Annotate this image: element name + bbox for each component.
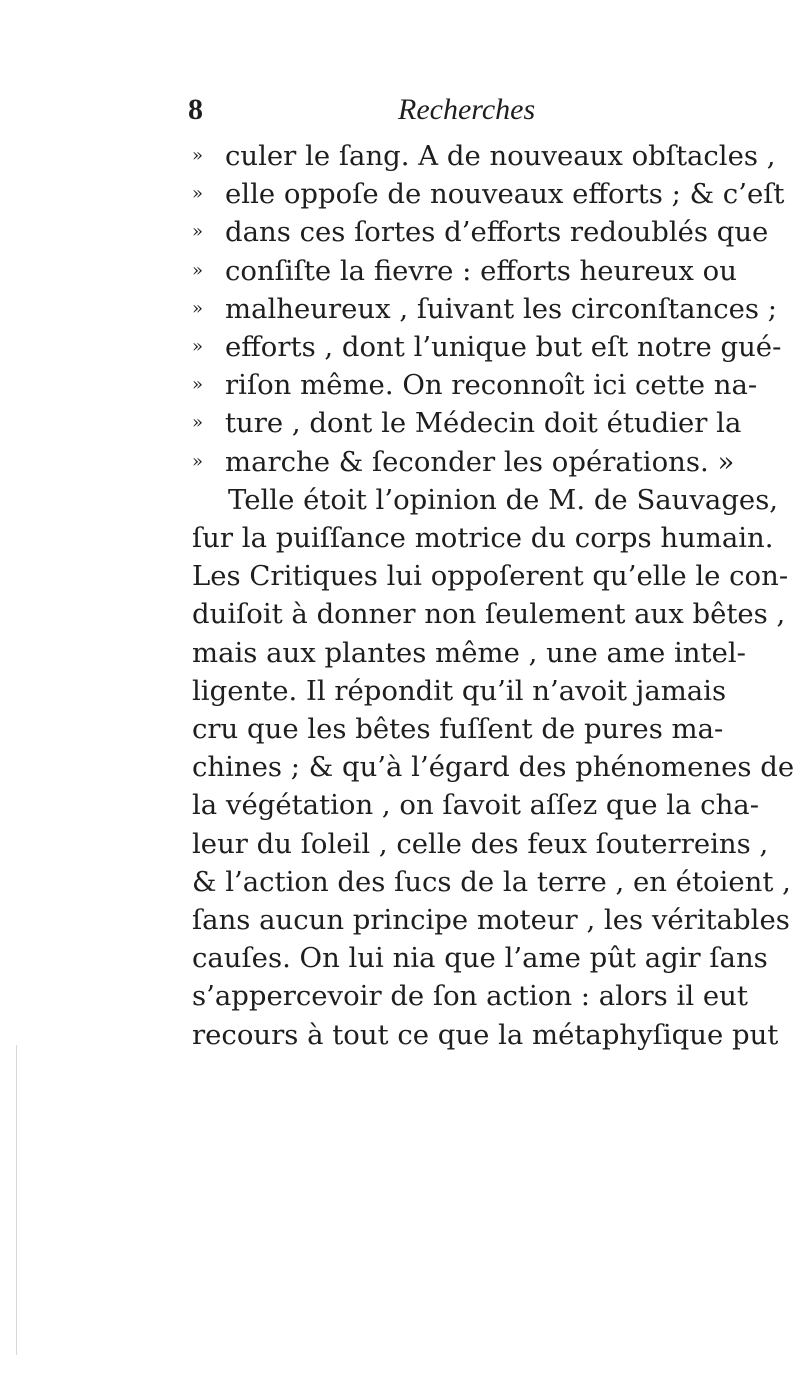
line-text: elle oppoſe de nouveaux efforts ; & c’eſt xyxy=(225,178,785,211)
text-line xyxy=(0,175,801,213)
running-title: Recherches xyxy=(398,93,536,126)
line-text: ſur la puiſſance motrice du corps humain. xyxy=(192,522,774,554)
text-line xyxy=(0,1016,801,1054)
quote-mark: » xyxy=(192,374,204,396)
quote-mark: » xyxy=(192,412,204,434)
line-text: cauſes. On lui nia que l’ame pût agir ſans xyxy=(192,942,768,975)
text-line xyxy=(0,710,801,748)
line-text: marche & ſeconder les opérations. » xyxy=(225,445,735,478)
text-line xyxy=(0,557,801,595)
text-line xyxy=(0,137,801,175)
line-text: ture , dont le Médecin doit étudier la xyxy=(225,407,742,440)
line-text: malheureux , ſuivant les circonſtances ; xyxy=(225,292,778,325)
quote-mark: » xyxy=(192,336,204,357)
text-line xyxy=(0,290,801,328)
line-text: conſiſte la fievre : efforts heureux ou xyxy=(225,254,737,287)
quote-mark: » xyxy=(192,221,204,243)
text-line xyxy=(0,939,801,977)
text-line xyxy=(0,634,801,672)
text-line xyxy=(0,672,801,710)
text-line xyxy=(0,825,801,863)
page-edge-mark xyxy=(16,1045,17,1355)
line-text: cru que les bêtes fuſſent de pures ma- xyxy=(192,713,724,745)
page-number: 8 xyxy=(188,93,203,126)
line-text: la végétation , on ſavoit aſſez que la cha- xyxy=(192,789,759,822)
line-text: duiſoit à donner non ſeulement aux bêtes , xyxy=(192,598,786,631)
text-line xyxy=(0,366,801,404)
line-text: dans ces ſortes d’efforts redoublés que xyxy=(225,216,769,249)
page-header xyxy=(188,92,748,132)
line-text: Les Critiques lui oppoſerent qu’elle le con- xyxy=(192,560,789,593)
quote-mark: » xyxy=(192,183,204,205)
line-text: culer le ſang. A de nouveaux obſtacles , xyxy=(225,140,776,172)
text-line xyxy=(0,977,801,1015)
text-line xyxy=(0,328,801,366)
line-text: chines ; & qu’à l’égard des phénomenes de xyxy=(192,751,795,784)
text-line xyxy=(0,252,801,290)
text-line xyxy=(0,443,801,481)
line-text: mais aux plantes même , une ame intel- xyxy=(192,636,746,669)
text-line xyxy=(0,786,801,824)
line-text: Telle étoit l’opinion de M. de Sauvages, xyxy=(228,483,779,516)
line-text: riſon même. On reconnoît ici cette na- xyxy=(225,369,758,402)
text-line xyxy=(0,519,801,557)
text-line xyxy=(0,901,801,939)
line-text: ligente. Il répondit qu’il n’avoit jamais xyxy=(192,674,727,707)
line-text: & l’action des ſucs de la terre , en étoient , xyxy=(192,865,791,898)
text-line xyxy=(0,404,801,442)
quote-mark: » xyxy=(192,450,204,472)
quote-mark: » xyxy=(192,297,204,319)
quote-mark: » xyxy=(192,259,204,281)
line-text: s’appercevoir de ſon action : alors il eut xyxy=(192,980,748,1013)
line-text: ſans aucun principe moteur , les véritables xyxy=(192,904,790,936)
line-text: recours à tout ce que la métaphyſique put xyxy=(192,1018,779,1051)
line-text: leur du ſoleil , celle des feux ſouterreins , xyxy=(192,827,769,860)
text-line xyxy=(0,748,801,786)
text-line xyxy=(0,595,801,633)
text-line xyxy=(0,863,801,901)
quote-mark: » xyxy=(192,145,204,166)
text-line xyxy=(0,481,801,519)
line-text: efforts , dont l’unique but eſt notre gué- xyxy=(225,331,782,363)
text-line xyxy=(0,213,801,251)
